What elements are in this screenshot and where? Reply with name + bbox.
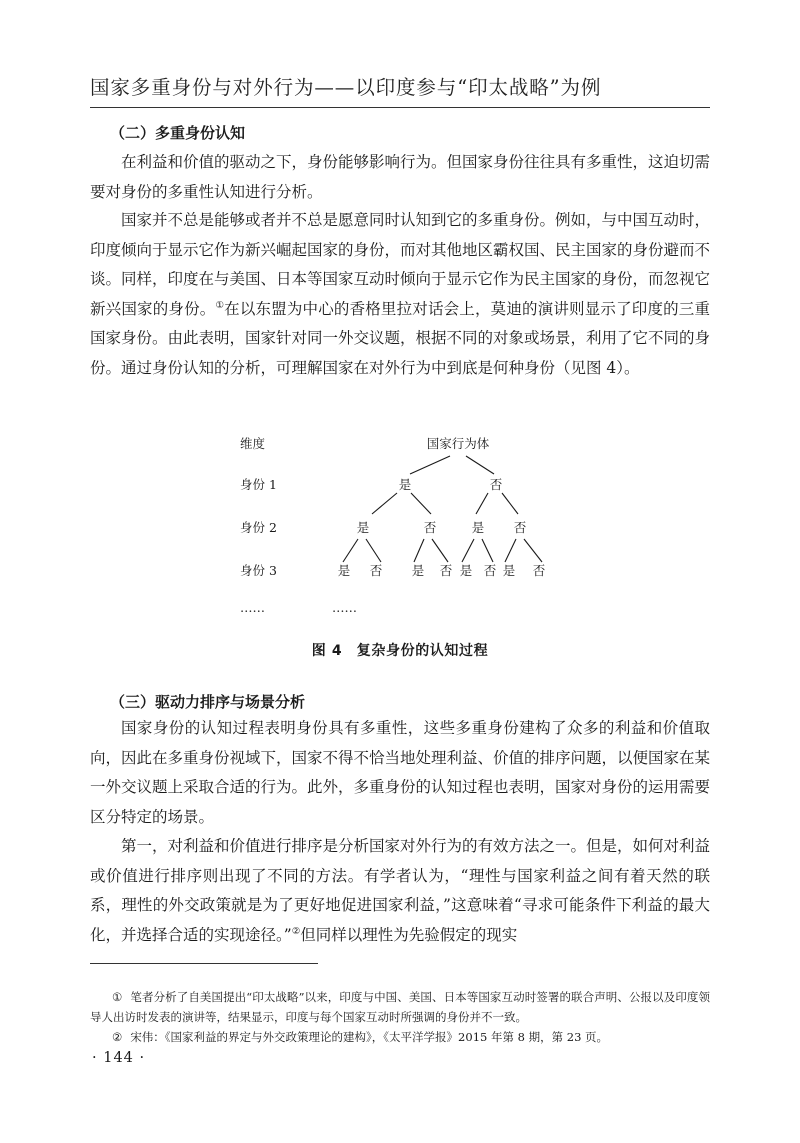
ellipsis-left: ……: [240, 600, 265, 615]
running-header: 国家多重身份与对外行为——以印度参与“印太战略”为例: [90, 76, 602, 99]
level-label-1: 身份 1: [240, 477, 277, 492]
edge-l1yes-yes: [372, 493, 397, 514]
node-l3-4: 否: [439, 563, 453, 578]
root-node: 国家行为体: [426, 436, 490, 451]
paragraph-2-2-part2: 在以东盟为中心的香格里拉对话会上，莫迪的演讲则显示了印度的三重国家身份。由此表明，国家针对同一外交议题，根据不同的对象或场景，利用了它不同的身份。通过身份认知的分析，可理解国家在对外行为中到底是何种身份（见图 4）。: [90, 299, 711, 377]
header-rule: [90, 107, 710, 108]
edge-root-no: [466, 456, 494, 474]
footnote-1: [90, 987, 710, 1027]
edge-l2b-yes: [414, 539, 424, 562]
edge-l2c-no: [482, 539, 493, 562]
footnote-mark-2: ②: [112, 1030, 123, 1044]
node-l3-1: 是: [337, 563, 351, 578]
node-l2-no-b: 否: [513, 520, 527, 535]
paragraph-2-1: 在利益和价值的驱动之下，身份能够影响行为。但国家身份往往具有多重性，这迫切需要对身份的多重性认知进行分析。: [90, 153, 711, 201]
paragraph-3-1: 国家身份的认知过程表明身份具有多重性，这些多重身份建构了众多的利益和价值取向，因此在多重身份视域下，国家不得不恰当地处理利益、价值的排序问题，以便国家在某一外交议题上采取合适的行为。此外，多重身份的认知过程也表明，国家对身份的运用需要区分特定的场景。: [90, 719, 711, 826]
edge-l2d-yes: [505, 539, 516, 562]
node-l3-3: 是: [411, 563, 425, 578]
edge-l2a-yes: [343, 539, 358, 562]
node-l1-no: 否: [489, 477, 503, 492]
edge-root-yes: [410, 456, 450, 474]
edge-l1no-no: [502, 493, 518, 514]
node-l3-7: 是: [502, 563, 516, 578]
section-heading-3: （三）驱动力排序与场景分析: [110, 693, 306, 711]
paragraph-2-2: [90, 206, 710, 383]
edge-l2a-no: [366, 539, 381, 562]
page-number: · 144 ·: [92, 1050, 146, 1066]
node-l2-yes-a: 是: [356, 520, 370, 535]
paragraph-3-2: [90, 832, 710, 950]
footnote-2: [90, 1027, 710, 1047]
level-label-3: 身份 3: [240, 563, 277, 578]
paragraph-2-2-part1: 国家并不总是能够或者并不总是愿意同时认知到它的多重身份。例如，与中国互动时，印度倾向于显示它作为新兴崛起国家的身份，而对其他地区霸权国、民主国家的身份避而不谈。同样，印度在与美国、日本等国家互动时倾向于显示它作为民主国家的身份，而忽视它新兴国家的身份。: [90, 211, 711, 318]
footnote-text-2: 宋伟：《国家利益的界定与外交政策理论的建构》，《太平洋学报》2015 年第 8 期，第 23 页。: [130, 1030, 609, 1044]
level-label-2: 身份 2: [240, 520, 277, 535]
node-l3-5: 是: [459, 563, 473, 578]
footnote-text-1: 笔者分析了自美国提出“印太战略”以来，印度与中国、美国、日本等国家互动时签署的联合声明、公报以及印度领导人出访时发表的演讲等，结果显示，印度与每个国家互动时所强调的身份并不一致。: [90, 990, 710, 1024]
figure-caption: 图 4 复杂身份的认知过程: [311, 643, 489, 659]
node-l3-2: 否: [369, 563, 383, 578]
node-l3-8: 否: [532, 563, 546, 578]
edge-l1yes-no: [411, 493, 431, 514]
dimension-label: 维度: [240, 436, 266, 451]
edge-l2b-no: [432, 539, 448, 562]
edge-l2d-no: [524, 539, 542, 562]
node-l1-yes: 是: [398, 477, 412, 492]
node-l2-yes-b: 是: [471, 520, 485, 535]
paragraph-3-2-part2: 但同样以理性为先验假定的现实: [300, 925, 518, 944]
section-heading-2: （二）多重身份认知: [110, 124, 246, 142]
footnote-ref-2[interactable]: ②: [291, 925, 301, 937]
tree-edges: [343, 456, 542, 562]
ellipsis-tree: ……: [332, 600, 357, 615]
footnote-rule: [90, 963, 318, 964]
footnote-ref-1[interactable]: ①: [215, 299, 225, 311]
footnote-mark-1: ①: [112, 990, 123, 1004]
node-l2-no-a: 否: [423, 520, 437, 535]
edge-l2c-yes: [462, 539, 474, 562]
edge-l1no-yes: [476, 493, 488, 514]
node-l3-6: 否: [483, 563, 497, 578]
paragraph-3-2-part1: 第一，对利益和价值进行排序是分析国家对外行为的有效方法之一。但是，如何对利益或价值进行排序则出现了不同的方法。有学者认为，“理性与国家利益之间有着天然的联系，理性的外交政策就是为了更好地促进国家利益，”这意味着“寻求可能条件下利益的最大化，并选择合适的实现途径。”: [90, 837, 711, 944]
